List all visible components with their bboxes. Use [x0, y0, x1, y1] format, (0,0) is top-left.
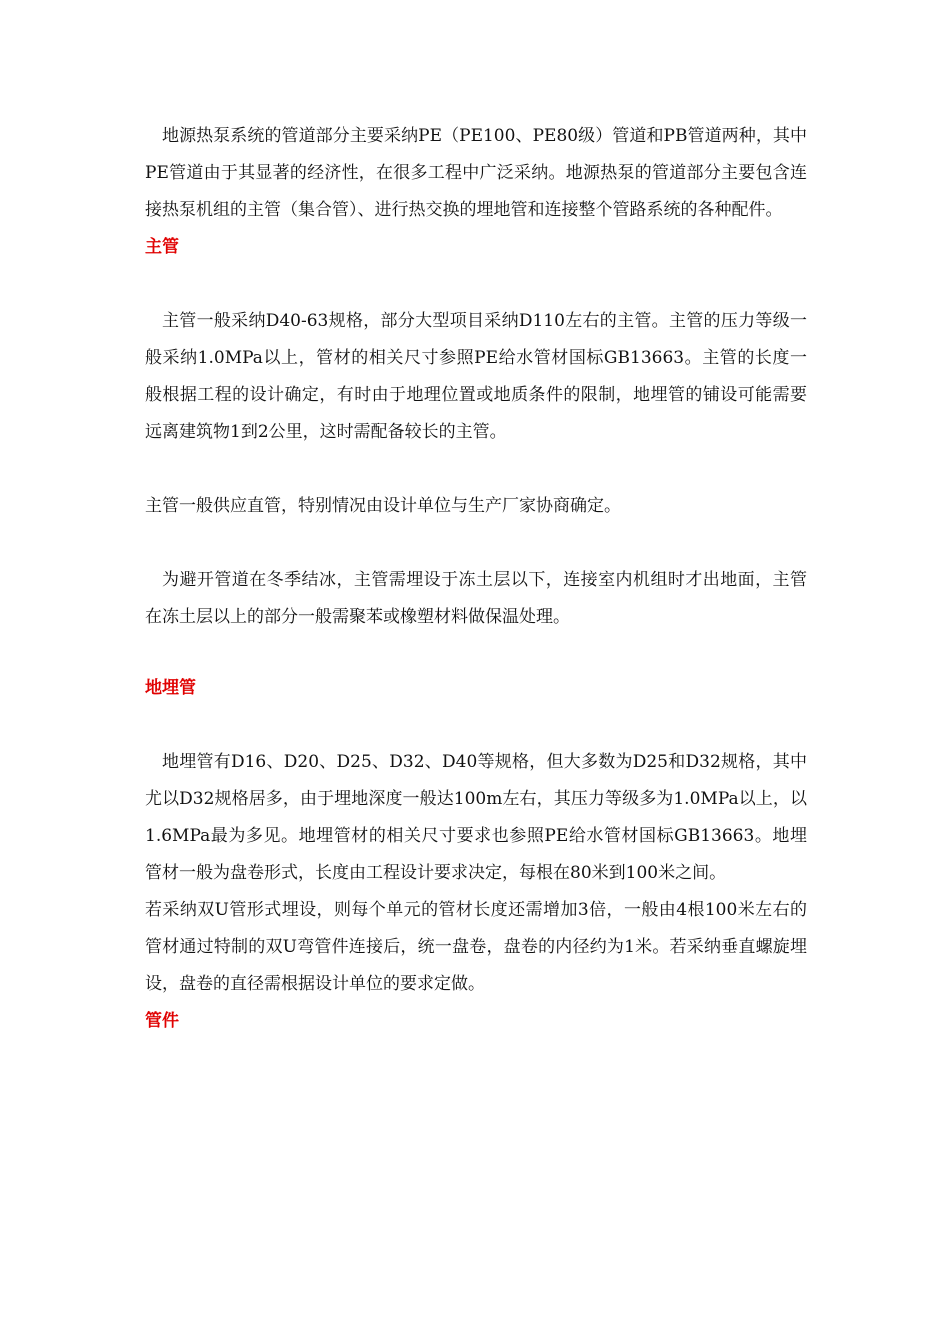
main-pipe-paragraph-2: 主管一般供应直管，特别情况由设计单位与生产厂家协商确定。: [145, 496, 621, 516]
main-pipe-paragraph-3: 为避开管道在冬季结冰，主管需埋设于冻土层以下，连接室内机组时才出地面，主管在冻土层以上的部分一般需聚苯或橡塑材料做保温处理。: [145, 570, 807, 627]
spacer: [145, 266, 807, 303]
buried-pipe-paragraph-2: 若采纳双U管形式埋设，则每个单元的管材长度还需增加3倍，一般由4根100米左右的管材通过特制的双U弯管件连接后，统一盘卷，盘卷的内径约为1米。若采纳垂直螺旋埋设，盘卷的直径需根据设计单位的要求定做。: [145, 900, 807, 994]
section-heading-main-pipe: 主管: [145, 237, 179, 257]
spacer: [145, 707, 807, 744]
section-heading-buried-pipe: 地埋管: [145, 678, 196, 698]
spacer: [145, 636, 807, 670]
main-pipe-paragraph-1: 主管一般采纳D40-63规格，部分大型项目采纳D110左右的主管。主管的压力等级一般采纳1.0MPa以上，管材的相关尺寸参照PE给水管材国标GB13663。主管的长度一般根据工程的设计确定，有时由于地理位置或地质条件的限制，地埋管的铺设可能需要远离建筑物1到2公里，这时需配备较长的主管。: [145, 311, 807, 442]
buried-pipe-paragraph-1: 地埋管有D16、D20、D25、D32、D40等规格，但大多数为D25和D32规格，其中尤以D32规格居多，由于埋地深度一般达100m左右，其压力等级多为1.0MPa以上，以1.6MPa最为多见。地埋管材的相关尺寸要求也参照PE给水管材国标GB13663。地埋管材一般为盘卷形式，长度由工程设计要求决定，每根在80米到100米之间。: [145, 752, 807, 883]
section-heading-fittings: 管件: [145, 1011, 179, 1031]
spacer: [145, 451, 807, 488]
document-body: [145, 118, 807, 1040]
spacer: [145, 525, 807, 562]
intro-paragraph: 地源热泵系统的管道部分主要采纳PE（PE100、PE80级）管道和PB管道两种，其中PE管道由于其显著的经济性，在很多工程中广泛采纳。地源热泵的管道部分主要包含连接热泵机组的主管（集合管）、进行热交换的埋地管和连接整个管路系统的各种配件。: [145, 126, 807, 220]
